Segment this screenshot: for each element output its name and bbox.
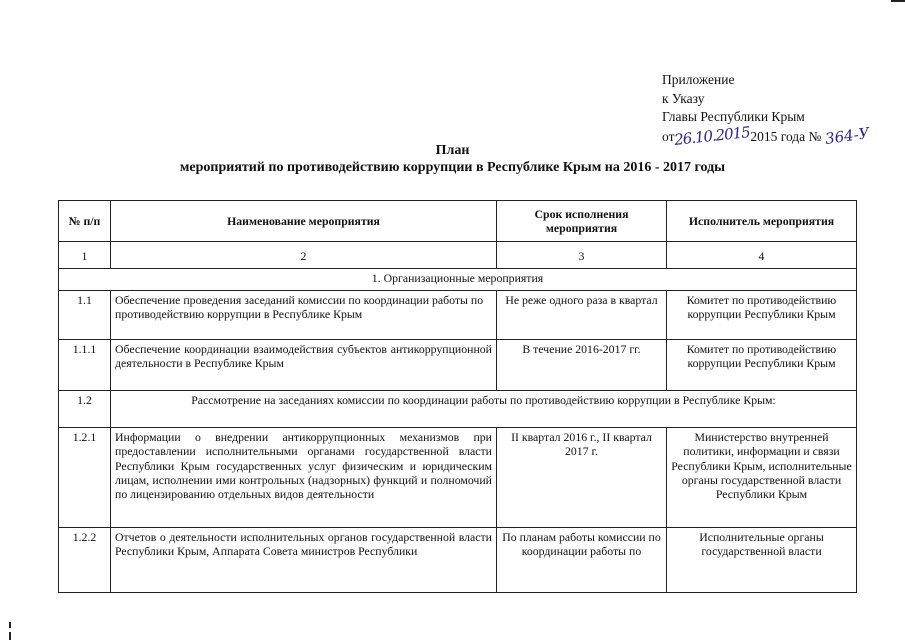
table-row (59, 291, 857, 340)
row-executor: Министерство внутренней политики, информации и связи Республики Крым, исполнительные органы государственной власти Республики Крым (667, 428, 857, 528)
row-number: 1.1.1 (59, 340, 111, 391)
row-executor: Исполнительные органы государственной власти (667, 528, 857, 593)
row-number: 1.1 (59, 291, 111, 340)
row-name: Обеспечение координации взаимодействия субъектов антикоррупционной деятельности в Республике Крым (111, 340, 497, 391)
table-row (59, 428, 857, 528)
plan-table (58, 200, 857, 593)
row-number: 1.2 (59, 391, 111, 428)
document-subtitle: мероприятий по противодействию коррупции в Республике Крым на 2016 - 2017 годы (179, 160, 726, 175)
column-number: 3 (497, 242, 667, 269)
section-title: 1. Организационные мероприятия (59, 269, 857, 291)
appendix-line-1: Приложение (662, 72, 735, 87)
header-executor: Исполнитель мероприятия (667, 201, 857, 242)
row-name: Рассмотрение на заседаниях комиссии по координации работы по противодействию коррупции в Республике Крым: (111, 391, 857, 428)
row-name: Обеспечение проведения заседаний комиссии по координации работы по противодействию коррупции в Республике Крым (111, 291, 497, 340)
row-term: II квартал 2016 г., II квартал 2017 г. (497, 428, 667, 528)
header-number: № п/п (59, 201, 111, 242)
column-number: 4 (667, 242, 857, 269)
row-executor: Комитет по противодействию коррупции Республики Крым (667, 340, 857, 391)
table-row (59, 340, 857, 391)
scan-margin-mark (9, 632, 11, 640)
header-name: Наименование мероприятия (111, 201, 497, 242)
row-number: 1.2.2 (59, 528, 111, 593)
scan-edge-mark (891, 0, 905, 2)
section-row (59, 269, 857, 291)
column-number: 1 (59, 242, 111, 269)
row-name: Отчетов о деятельности исполнительных органов государственной власти Республики Крым, Аппарата Совета министров Республики (111, 528, 497, 593)
row-term: Не реже одного раза в квартал (497, 291, 667, 340)
date-prefix: от (662, 128, 675, 144)
document-title: План (435, 143, 470, 158)
header-term: Срок исполнения мероприятия (497, 201, 667, 242)
handwritten-date: 26.10.2015 (673, 122, 752, 149)
date-suffix: 2015 года № (750, 128, 822, 144)
appendix-block (662, 71, 871, 149)
row-term: В течение 2016-2017 гг. (497, 340, 667, 391)
row-executor: Комитет по противодействию коррупции Республики Крым (667, 291, 857, 340)
appendix-line-3: Главы Республики Крым (662, 109, 805, 124)
table-header-row (59, 201, 857, 242)
table-row (59, 391, 857, 428)
row-term: По планам работы комиссии по координации работы по (497, 528, 667, 593)
column-number: 2 (111, 242, 497, 269)
row-name: Информации о внедрении антикоррупционных механизмов при предоставлении исполнительными органами государственной власти Республики Крым государственных услуг физическим и юридическим лицам, исполнении ими контрольных (надзорных) функций и полномочий по лицензированию отдельных видов деятельности (111, 428, 497, 528)
row-number: 1.2.1 (59, 428, 111, 528)
table-row (59, 528, 857, 593)
appendix-line-2: к Указу (662, 90, 705, 106)
handwritten-number: 364-У (824, 123, 871, 148)
scan-margin-mark (9, 622, 11, 628)
column-number-row (59, 242, 857, 269)
